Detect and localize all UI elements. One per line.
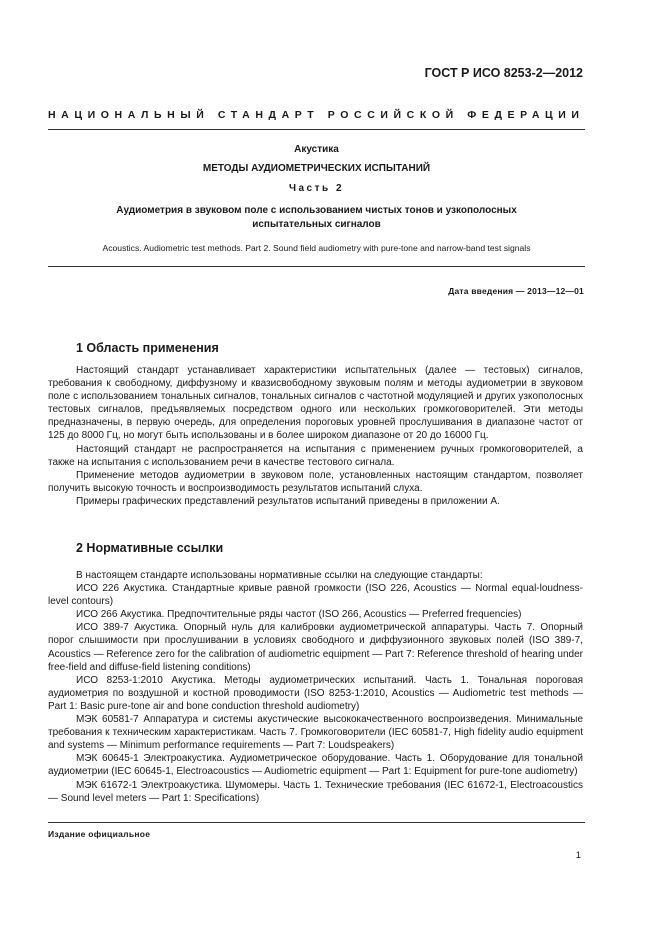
part-title-line: Аудиометрия в звуковом поле с использованием чистых тонов и узкополосных: [116, 205, 517, 216]
header-rule: [48, 129, 585, 130]
section-heading: 1 Область применения: [76, 341, 219, 355]
subject-title: Акустика: [294, 144, 339, 155]
section-heading: 2 Нормативные ссылки: [76, 541, 224, 555]
section-body: [48, 569, 583, 805]
paragraph: Настоящий стандарт устанавливает характеристики испытательных (далее — тестовых) сигналов, требования к свободному, диффузному и квазисвободному звуковым полям и методы аудиометрии в звуковом поле с использованием тональных сигналов, тональных сигналов с частотной модуляцией и других узкополосных тестовых сигналов, предъявляемых посредством одного или нескольких громкоговорителей. Эти методы предназначены, в первую очередь, для определения пороговых уровней прослушивания в диапазоне частот от 125 до 8000 Гц, но могут быть использованы и в более широком диапазоне от 20 до 16000 Гц.: [48, 365, 583, 442]
part-label: Часть 2: [288, 183, 345, 194]
reference-item: ИСО 226 Акустика. Стандартные кривые равной громкости (ISO 226, Acoustics — Normal equal-loudness-level contours): [48, 583, 583, 608]
edition-label: Издание официальное: [48, 829, 151, 839]
english-title: Acoustics. Audiometric test methods. Part 2. Sound field audiometry with pure-tone and narrow-band test signals: [102, 243, 531, 253]
document-code: ГОСТ Р ИСО 8253-2—2012: [424, 66, 583, 80]
title-rule: [48, 266, 585, 267]
reference-item: ИСО 8253-1:2010 Акустика. Методы аудиометрических испытаний. Часть 1. Тональная пороговая аудиометрия по воздушной и костной проводимости (ISO 8253-1:2010, Acoustics — Audiometric test methods — Part 1: Basic pure-tone air and bone conduction threshold audiometry): [48, 674, 583, 712]
reference-item: ИСО 266 Акустика. Предпочтительные ряды частот (ISO 266, Acoustics — Preferred frequencies): [76, 609, 522, 621]
main-title: МЕТОДЫ АУДИОМЕТРИЧЕСКИХ ИСПЫТАНИЙ: [202, 163, 431, 174]
introduction-date: Дата введения — 2013—12—01: [448, 286, 584, 296]
paragraph: Применение методов аудиометрии в звуковом поле, установленных настоящим стандартом, позволяет получить высокую точность и воспроизводимость результатов испытаний слуха.: [48, 469, 583, 494]
paragraph: Примеры графических представлений результатов испытаний приведены в приложении А.: [76, 495, 500, 507]
page-number: 1: [575, 850, 581, 861]
part-title: [48, 204, 585, 232]
national-standard-banner: НАЦИОНАЛЬНЫЙ СТАНДАРТ РОССИЙСКОЙ ФЕДЕРАЦИИ: [48, 109, 585, 121]
reference-item: ИСО 389-7 Акустика. Опорный нуль для калибровки аудиометрической аппаратуры. Часть 7. Опорный порог слышимости при прослушивании в условиях свободного и диффузионного звуковых полей (ISO 389-7, Acoustics — Reference zero for the calibration of audiometric equipment — Part 7: Reference threshold of hearing under free-field and diffuse-field listening conditions): [48, 622, 583, 673]
reference-item: МЭК 61672-1 Электроакустика. Шумомеры. Часть 1. Технические требования (IEC 61672-1, Electroacoustics — Sound level meters — Part 1: Specifications): [48, 779, 583, 804]
reference-item: МЭК 60645-1 Электроакустика. Аудиометрическое оборудование. Часть 1. Оборудование для тональной аудиометрии (IEC 60645-1, Electroacoustics — Audiometric equipment — Part 1: Equipment for pure-tone audiometry): [48, 753, 583, 778]
section-body: [48, 364, 583, 508]
part-title-line: испытательных сигналов: [252, 219, 381, 230]
reference-item: МЭК 60581-7 Аппаратура и системы акустические высококачественного воспроизведения. Минимальные требования к техническим характеристикам. Часть 7. Громкоговорители (IEC 60581-7, High fidelity audio equipment and systems — Minimum performance requirements — Part 7: Loudspeakers): [48, 714, 583, 752]
footer-rule: [48, 822, 585, 823]
paragraph: В настоящем стандарте использованы нормативные ссылки на следующие стандарты:: [76, 570, 483, 581]
paragraph: Настоящий стандарт не распространяется на испытания с применением ручных громкоговорителей, а также на испытания с использованием речи в качестве тестового сигнала.: [48, 443, 583, 468]
